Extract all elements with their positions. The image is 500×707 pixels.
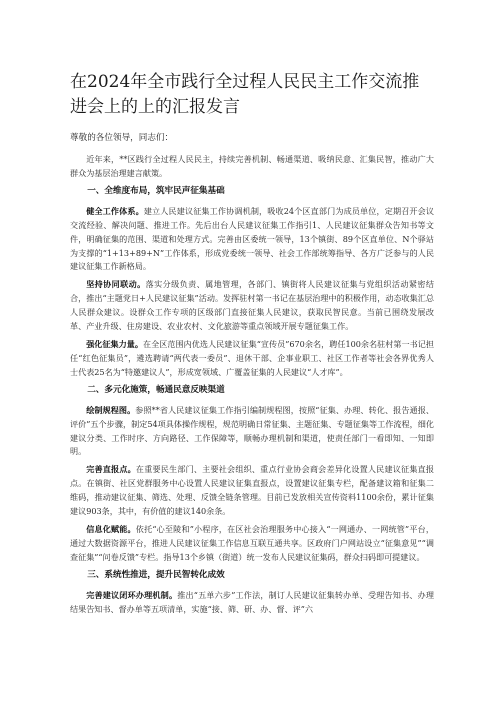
paragraph-lead: 健全工作体系。 xyxy=(86,205,144,216)
paragraph-lead: 强化征集力量。 xyxy=(86,338,144,349)
paragraph-lead: 信息化赋能。 xyxy=(86,523,136,534)
paragraph xyxy=(70,589,434,617)
paragraph xyxy=(70,278,434,334)
section-1 xyxy=(70,185,434,380)
paragraph xyxy=(70,205,434,275)
section-2 xyxy=(70,384,434,565)
paragraph-text: 建立人民建议征集工作协调机制，吸收24个区直部门为成员单位，定期召开会议交流经验、解决问题、推进工作。先后出台人民建议征集工作指引1、人民建议征集群众告知书等文件，明确征集的范围、渠道和处理方式。完善由区委统一领导，13个镇街、89个区直单位、N个驿站为支撑的“1+13+89+N”工作体系，形成党委统一领导、社会工作部统筹指导、各方广泛参与的人民建议征集工作新格局。 xyxy=(70,205,434,272)
paragraph-lead: 坚持协同联动。 xyxy=(86,279,146,290)
paragraph-lead: 完善建议闭环办理机制。 xyxy=(86,589,178,600)
section-heading: 一、全维度布局，筑牢民声征集基础 xyxy=(87,185,225,196)
paragraph-text: 推出“五单六步”工作法，制订人民建议征集转办单、受理告知书、办理结果告知书、督办单等五项清单，实施“接、筛、研、办、督、评”六 xyxy=(70,589,434,614)
paragraph xyxy=(70,523,434,565)
document-title: 在2024年全市践行全过程人民民主工作交流推进会上的上的汇报发言 xyxy=(70,72,420,117)
paragraph xyxy=(70,463,434,519)
section-heading: 二、多元化施策，畅通民意反映渠道 xyxy=(87,384,225,395)
section-3 xyxy=(70,569,434,617)
paragraph-lead: 绘制规程图。 xyxy=(86,404,136,415)
paragraph-text: 在重要民生部门、主要社会组织、重点行业协会商会差异化设置人民建议征集直报点。在镇街、社区党群服务中心设置人民建议征集直报点，设置建议征集专栏，配备建议箱和征集二维码，推动建议征集、筛选、处理、反馈全链条管理。目前已发放相关宣传资料1100余份，累计征集建议903条，其中，有价值的建议140余条。 xyxy=(70,464,434,517)
paragraph-lead: 完善直报点。 xyxy=(86,464,136,475)
paragraph xyxy=(70,404,434,460)
paragraph-text: 参照**省人民建议征集工作指引编制规程图，按照“征集、办理、转化、报告通报、评价”五个步骤，制定54项具体操作规程，规范明确日常征集、主题征集、专题征集等工作流程，细化建议分类、工作时序、方向路径、工作保障等，顺畅办理机制和渠道，使责任部门一看即知、一知即明。 xyxy=(70,404,434,457)
greeting: 尊敬的各位领导，同志们： xyxy=(70,133,174,143)
section-heading: 三、系统性推进，提升民智转化成效 xyxy=(87,569,225,580)
intro-paragraph: 近年来，**区践行全过程人民民主，持续完善机制、畅通渠道、吸纳民意、汇集民智，推动广大群众为基层治理建言献策。 xyxy=(70,154,434,178)
paragraph-text: 依托“心至陵和”小程序，在区社会治理服务中心接入“一网通办、一网统管”平台，通过大数据资源平台，推进人民建议征集工作信息互联互通共享。区政府门户网站设立“征集意见”“调查征集”“问卷反馈”专栏。指导13个乡镇（街道）统一发布人民建议征集码，群众扫码即可提建议。 xyxy=(70,523,434,562)
paragraph-text: 落实分级负责、属地管理，各部门、镇街将人民建议征集与党组织活动紧密结合，推出“主题党日+人民建议征集”活动。发挥驻村第一书记在基层治理中的积极作用，动态收集汇总人民群众建议。设群众工作专项的区级部门直接征集人民建议，获取民智民意。当前已围绕发展改革、产业升级、住房建设、农业农村、文化旅游等重点领域开展专题征集工作。 xyxy=(70,279,434,332)
paragraph-text: 在全区范围内优选人民建议征集“宣传员”670余名，聘任100余名驻村第一书记担任“红色征集员”，遴选聘请“两代表一委员”、退休干部、企事业职工、社区工作者等社会各界优秀人士代表25名为“特邀建议人”，形成宽领域、广覆盖征集的人民建议“人才库”。 xyxy=(70,338,434,377)
paragraph xyxy=(70,338,434,380)
